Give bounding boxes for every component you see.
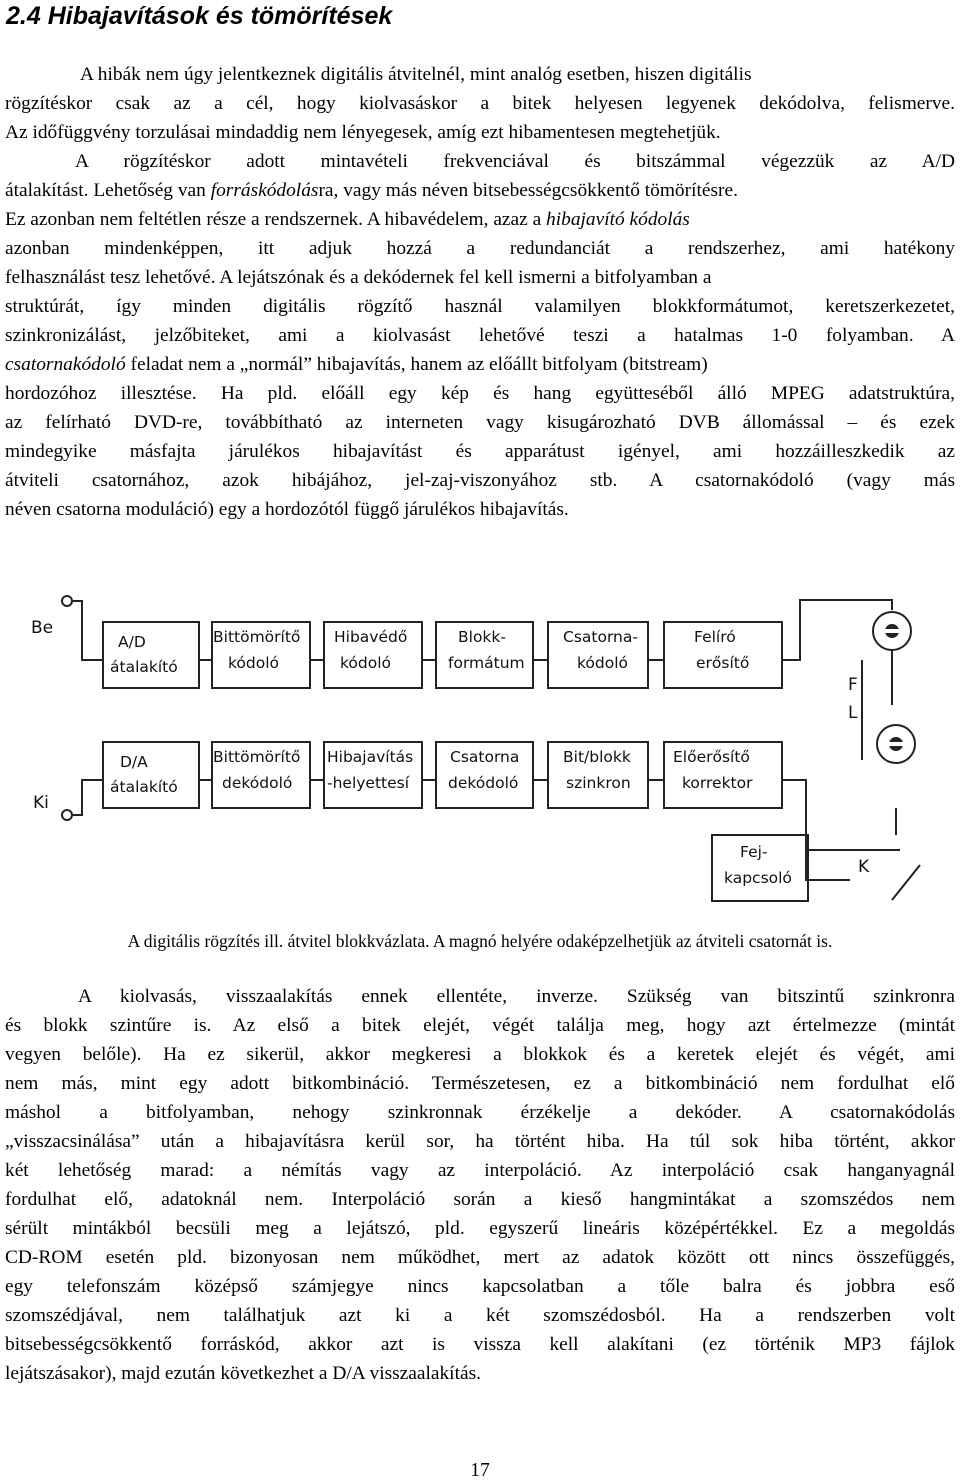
text-line: csatornakódoló feladat nem a „normál” hibajavítás, hanem az előállt bitfolyam (bitstream): [5, 354, 708, 375]
paragraph-readout: [5, 982, 955, 1388]
text-line: sérült mintákból becsüli meg a lejátszó, pld. egyszerű lineáris középértékkel. Ez a megoldás: [5, 1218, 955, 1239]
svg-text:A/D: A/D: [118, 633, 146, 651]
block-ad-converter: [103, 622, 199, 688]
text-line: lejátszásakor), majd ezután következhet a D/A visszaalakítás.: [5, 1363, 481, 1384]
svg-text:dekódoló: dekódoló: [222, 774, 293, 792]
text-line: átviteli csatornához, azok hibájához, jel-zaj-viszonyához stb. A csatornakódoló (vagy más: [5, 470, 955, 491]
text-line: „visszacsinálása” után a hibajavításra kerül sor, ha történt hiba. Ha túl sok hiba történt, akkor: [5, 1131, 955, 1152]
svg-text:átalakító: átalakító: [110, 658, 178, 676]
text-line: A hibák nem úgy jelentkeznek digitális átvitelnél, mint analóg esetben, hiszen digitális: [80, 64, 752, 85]
block-channel-encoder: [548, 622, 648, 688]
text-line: két lehetőség marad: a némítás vagy az interpoláció. Az interpoláció csak hanganyagnál: [5, 1160, 955, 1181]
block-block-format: [436, 622, 533, 688]
text-line: Ez azonban nem feltétlen része a rendszernek. A hibavédelem, azaz a hibajavító kódolás: [5, 209, 690, 230]
text-line: hordozóhoz illesztése. Ha pld. előáll egy kép és hang együtteséből álló MPEG adatstruktúra,: [5, 383, 955, 404]
text-line: szinkronizálást, jelzőbiteket, ami a kiolvasást lehetővé teszi a hatalmas 1-0 folyamban. A: [5, 325, 955, 346]
svg-text:korrektor: korrektor: [682, 774, 753, 792]
output-terminal: [62, 810, 72, 820]
text-line: az felírható DVD-re, továbbítható az interneten vagy kisugározható DVB állomással – és ezek: [5, 412, 955, 433]
block-diagram: [0, 580, 960, 930]
page-number: 17: [470, 1460, 490, 1481]
section-heading: 2.4 Hibajavítások és tömörítések: [6, 2, 393, 30]
svg-text:Csatorna: Csatorna: [450, 748, 520, 766]
svg-text:szinkron: szinkron: [566, 774, 631, 792]
svg-text:formátum: formátum: [448, 654, 525, 672]
text-line: máshol a bitfolyamban, nehogy szinkronnak érzékelje a dekóder. A csatornakódolás: [5, 1102, 955, 1123]
tape-head-bottom-icon: [877, 725, 915, 763]
tape-head-top-icon: [873, 612, 911, 650]
input-terminal: [62, 596, 72, 606]
k-label: K: [858, 857, 870, 877]
text-line: Az időfüggvény torzulásai mindaddig nem lényegesek, amíg ezt hibamentesen megtehetjük.: [5, 122, 721, 143]
input-label: Be: [31, 618, 54, 638]
block-preamp-corrector: [664, 742, 782, 808]
svg-text:Bittömörítő: Bittömörítő: [213, 748, 301, 766]
svg-text:kódoló: kódoló: [340, 654, 392, 672]
block-write-amplifier: [664, 622, 782, 688]
block-diagram-svg: [0, 580, 960, 930]
block-error-correction: [324, 742, 422, 808]
text-line: szomszédjával, nem találhatjuk azt ki a két szomszédosból. Ha a rendszerben volt: [5, 1305, 955, 1326]
text-line: vegyen belőle). Ha ez sikerül, akkor megkeresi a blokkok és a keretek elejét és végét, ami: [5, 1044, 955, 1065]
text-line: bitsebességcsökkentő forráskód, akkor azt is vissza kell alakítani (ez történik MP3 fájlok: [5, 1334, 955, 1355]
svg-text:Felíró: Felíró: [694, 628, 736, 646]
svg-text:Blokk-: Blokk-: [458, 628, 506, 646]
text-line: CD-ROM esetén pld. bizonyosan nem működhet, mert az adatok között ott nincs összefüggés,: [5, 1247, 955, 1268]
output-label: Ki: [33, 793, 49, 813]
block-head-switch: [712, 835, 808, 901]
paragraph-intro: [5, 60, 955, 524]
l-label: L: [848, 703, 858, 723]
text-line: rögzítéskor csak az a cél, hogy kiolvasáskor a bitek helyesen legyenek dekódolva, felismerve.: [5, 93, 955, 114]
svg-text:erősítő: erősítő: [696, 654, 750, 672]
block-bit-compressor-decoder: [212, 742, 310, 808]
block-error-protection-encoder: [324, 622, 422, 688]
figure-caption: A digitális rögzítés ill. átvitel blokkvázlata. A magnó helyére odaképzelhetjük az átviteli csatornát is.: [127, 931, 833, 951]
emphasis-term: csatornakódoló: [5, 354, 126, 375]
svg-text:átalakító: átalakító: [110, 778, 178, 796]
svg-text:-helyettesí: -helyettesí: [327, 774, 410, 792]
text-line: A rögzítéskor adott mintavételi frekvenciával és bitszámmal végezzük az A/D: [75, 151, 955, 172]
svg-text:kódoló: kódoló: [228, 654, 280, 672]
svg-text:kódoló: kódoló: [577, 654, 629, 672]
svg-text:kapcsoló: kapcsoló: [724, 869, 792, 887]
text-line: néven csatorna moduláció) egy a hordozótól függő járulékos hibajavítás.: [5, 499, 569, 520]
block-da-converter: [103, 742, 199, 808]
svg-text:Előerősítő: Előerősítő: [673, 748, 750, 766]
text-line: nem más, mint egy adott bitkombináció. Természetesen, ez a bitkombináció nem fordulhat elő: [5, 1073, 955, 1094]
svg-text:Bittömörítő: Bittömörítő: [213, 628, 301, 646]
f-label: F: [848, 675, 858, 695]
text-line: fordulhat elő, adatoknál nem. Interpoláció során a kieső hangmintákat a szomszédos nem: [5, 1189, 955, 1210]
svg-text:Fej-: Fej-: [740, 843, 768, 861]
text-line: felhasználást tesz lehetővé. A lejátszónak és a dekódernek fel kell ismerni a bitfolyamban a: [5, 267, 712, 288]
svg-text:Hibajavítás: Hibajavítás: [327, 748, 414, 766]
text-line: egy telefonszám középső számjegye nincs kapcsolatban a tőle balra és jobbra eső: [5, 1276, 955, 1297]
block-bit-compressor-encoder: [212, 622, 310, 688]
svg-text:Hibavédő: Hibavédő: [334, 628, 408, 646]
block-bit-block-sync: [548, 742, 648, 808]
svg-text:D/A: D/A: [120, 753, 148, 771]
svg-text:Csatorna-: Csatorna-: [563, 628, 638, 646]
text-line: átalakítást. Lehetőség van forráskódolásra, vagy más néven bitsebességcsökkentő tömörítésre.: [5, 180, 738, 201]
svg-text:dekódoló: dekódoló: [448, 774, 519, 792]
svg-text:Bit/blokk: Bit/blokk: [563, 748, 631, 766]
emphasis-term: forráskódolás: [210, 180, 319, 201]
text-line: A kiolvasás, visszaalakítás ennek ellentéte, inverze. Szükség van bitszintű szinkronra: [78, 986, 955, 1007]
text-line: struktúrát, így minden digitális rögzítő használ valamilyen blokkformátumot, keretszerkezetet,: [5, 296, 955, 317]
text-line: azonban mindenképpen, itt adjuk hozzá a redundanciát a rendszerhez, ami hatékony: [5, 238, 955, 259]
block-channel-decoder: [436, 742, 533, 808]
emphasis-term: hibajavító kódolás: [546, 209, 690, 230]
text-line: és blokk szintűre is. Az első a bitek elejét, végét találja meg, hogy azt értelmezze (mintát: [5, 1015, 955, 1036]
text-line: mindegyike másfajta járulékos hibajavítást és apparátust igényel, ami hozzáilleszkedik az: [5, 441, 955, 462]
